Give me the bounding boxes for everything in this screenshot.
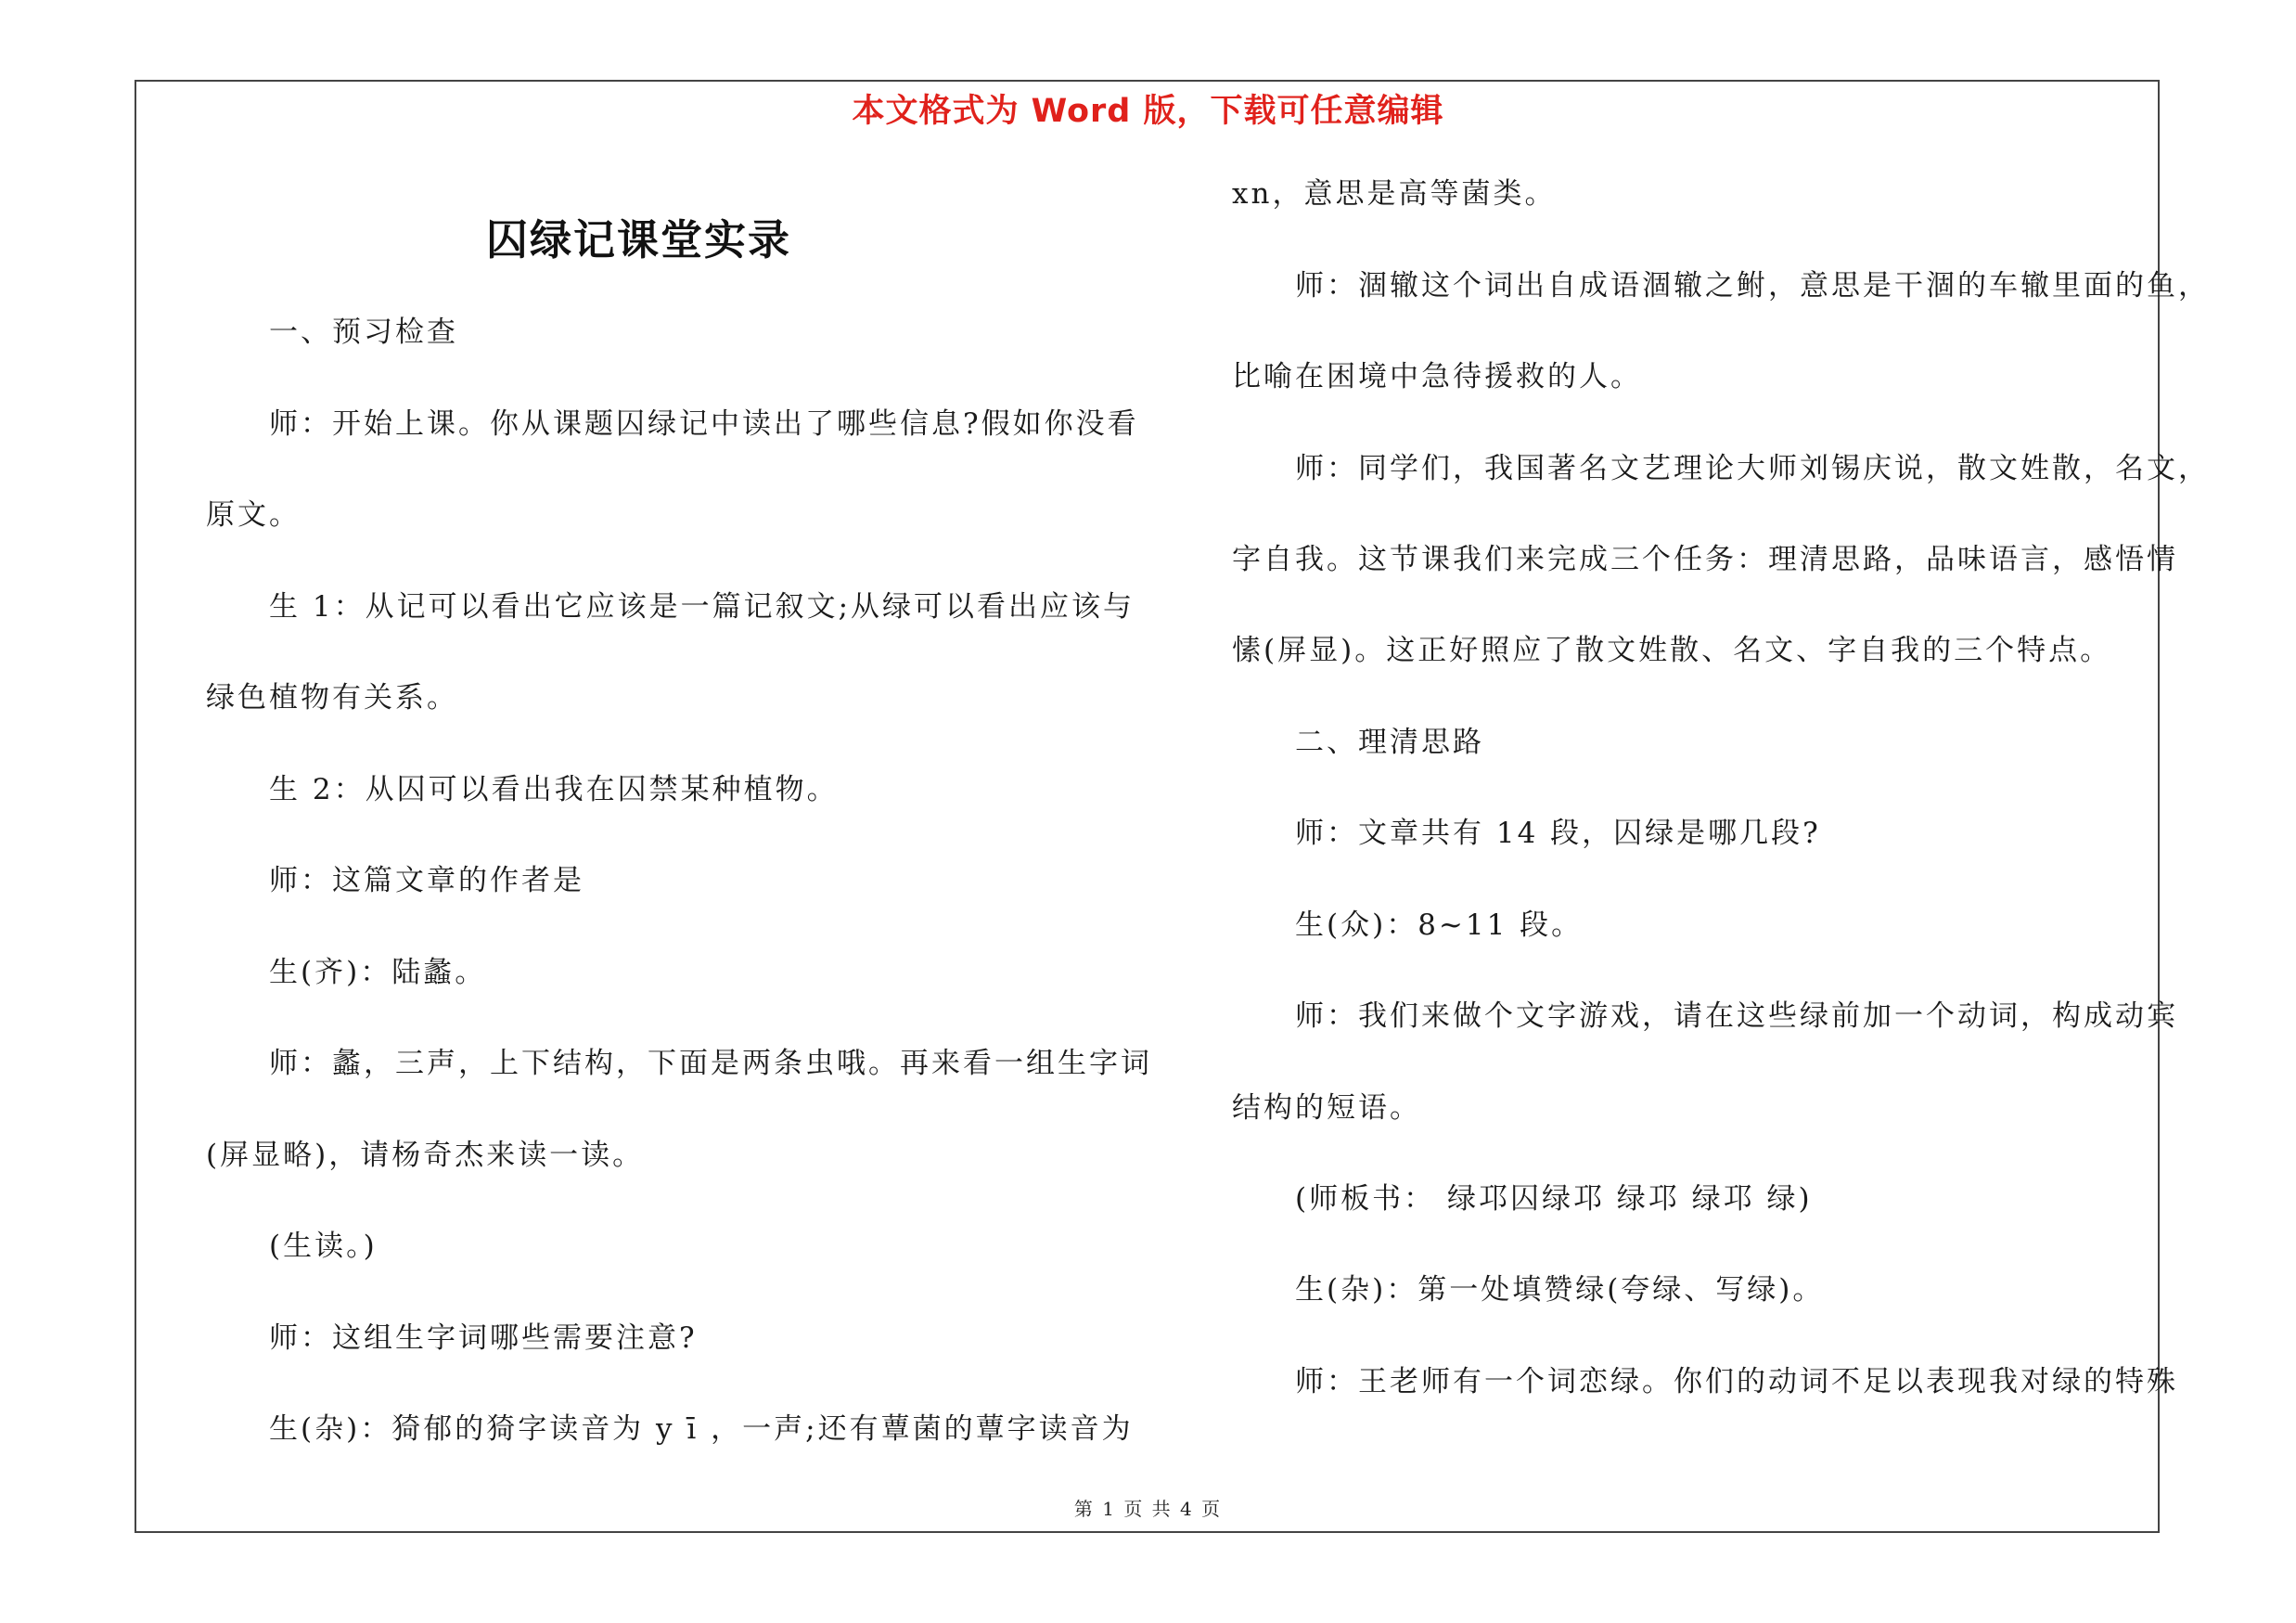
paragraph-line: 师：蠡，三声，上下结构，下面是两条虫哦。再来看一组生字词 <box>269 1047 1152 1080</box>
paragraph-line: 原文。 <box>206 498 301 532</box>
paragraph-line: 师：文章共有 14 段，囚绿是哪几段? <box>1295 817 1821 850</box>
paragraph-line: 师：这篇文章的作者是 <box>269 864 584 897</box>
paragraph-line: (师板书： 绿邛囚绿邛 绿邛 绿邛 绿) <box>1295 1182 1813 1216</box>
paragraph-line: 字自我。这节课我们来完成三个任务：理清思路，品味语言，感悟情 <box>1232 543 2178 576</box>
paragraph-line: 一、预习检查 <box>269 316 458 349</box>
paragraph-line: 生(杂)：第一处填赞绿(夸绿、写绿)。 <box>1295 1273 1825 1307</box>
paragraph-line: 师：开始上课。你从课题囚绿记中读出了哪些信息?假如你没看 <box>269 407 1139 441</box>
paragraph-line: xn，意思是高等菌类。 <box>1232 177 1557 211</box>
paragraph-line: 绿色植物有关系。 <box>206 681 458 715</box>
paragraph-line: 生 2：从囚可以看出我在囚禁某种植物。 <box>269 773 839 806</box>
paragraph-line: 生(齐)：陆蠡。 <box>269 956 487 989</box>
paragraph-line: 师：这组生字词哪些需要注意? <box>269 1321 698 1355</box>
paragraph-line: (生读。) <box>269 1230 378 1263</box>
paragraph-line: 师：同学们，我国著名文艺理论大师刘锡庆说，散文姓散，名文， <box>1295 452 2210 485</box>
paragraph-line: (屏显略)，请杨奇杰来读一读。 <box>206 1139 645 1172</box>
paragraph-line: 师：涸辙这个词出自成语涸辙之鲋，意思是干涸的车辙里面的鱼， <box>1295 269 2210 303</box>
paragraph-line: 二、理清思路 <box>1295 726 1484 759</box>
paragraph-line: 生 1：从记可以看出它应该是一篇记叙文;从绿可以看出应该与 <box>269 590 1135 624</box>
document-title: 囚绿记课堂实录 <box>486 215 792 264</box>
word-format-banner: 本文格式为 Word 版，下载可任意编辑 <box>852 93 1444 130</box>
paragraph-line: 愫(屏显)。这正好照应了散文姓散、名文、字自我的三个特点。 <box>1232 634 2112 667</box>
paragraph-line: 师：王老师有一个词恋绿。你们的动词不足以表现我对绿的特殊 <box>1295 1365 2178 1398</box>
paragraph-line: 比喻在困境中急待援救的人。 <box>1232 360 1642 393</box>
paragraph-line: 结构的短语。 <box>1232 1091 1421 1125</box>
page-number-footer: 第 1 页 共 4 页 <box>1073 1498 1223 1520</box>
paragraph-line: 师：我们来做个文字游戏，请在这些绿前加一个动词，构成动宾 <box>1295 999 2178 1033</box>
paragraph-line: 生(杂)：猗郁的猗字读音为 y ī ，一声;还有蕈菌的蕈字读音为 <box>269 1412 1134 1446</box>
paragraph-line: 生(众)：8~11 段。 <box>1295 908 1584 942</box>
